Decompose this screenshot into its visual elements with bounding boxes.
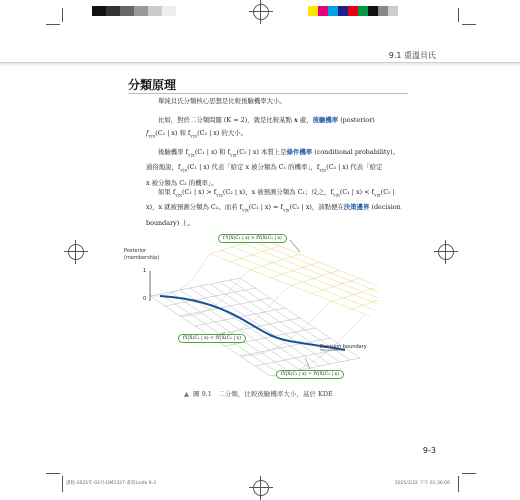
paragraph-3: 後驗機率 $f_{Y|X}(C_1$ | x) 和 $f_{Y|X}(C_2$ | x) 本質上是條件機率 (conditional probability)。 通俗地說，$f_{Y|X}(C_1$ | x) 代表「給定 x 被分類為 C₁ 的機率」，$f_{Y|X}(C_2$ | x) 代表「給定 x 被分類為 C₂ 的機率」。 xyxy=(146,148,399,187)
y-axis-label: Posterior (membership) xyxy=(124,248,160,261)
figure-caption: ▲ 圖 9.1 二分類，比較後驗機率大小，基於 KDE xyxy=(184,390,333,398)
section-title: 分類原理 xyxy=(128,78,177,92)
upper-surface-mesh xyxy=(210,238,378,316)
paragraph-2: 比如，對於二分類問題 (K = 2)，就是比較某點 x 處，後驗機率 (posterior) $f_{Y|X}(C_1$ | x) 和 $f_{Y|X}(C_2$ | x) 的大小。 xyxy=(146,116,375,139)
callout-c1-greater: f Y|X(C₁ | x) > fY|X(C₂ | x) xyxy=(218,234,287,243)
section-title-underline xyxy=(128,93,408,94)
callout-c1-less: fY|X(C₁ | x) < fY|X(C₂ | x) xyxy=(178,334,246,343)
callout-top-leader xyxy=(290,240,300,252)
y-tick-0: 0 xyxy=(143,296,147,302)
header-shade xyxy=(0,63,520,67)
caption-marker: ▲ xyxy=(184,390,189,398)
paragraph-1: 單純貝氏分類核心思想是比較後驗機率大小。 xyxy=(158,97,286,105)
page-number: 9-3 xyxy=(422,446,436,455)
callout-c1-equal: fY|X(C₁ | x) = fY|X(C₂ | x) xyxy=(276,370,344,379)
decision-boundary-label: Decision boundary xyxy=(320,344,367,350)
footer-right: 2025/3/22 下午 01:36:06 xyxy=(394,481,450,486)
callout-bottom-leader xyxy=(305,358,310,369)
running-header: 9.1 重溫貝氏 xyxy=(388,51,436,60)
y-tick-1: 1 xyxy=(143,268,147,274)
footer-left: 課程-2025年-03月-DM2327-書寫Lsolb 9-3 xyxy=(66,481,156,486)
paragraph-4: 如果 $f_{Y|X}(C_1$ | $x) > f_{Y|X}(C_2$ | x)，x 被預測分類為 C₁；反之，$f_{Y|X}(C_1$ | $x) < f_{Y|X}(C_2$ | x)，x 就被預測分類為 C₂。而若 $f_{Y|X}(C_1$ | $x) = f_{Y|X}(C_2$ | x)，該點便在決策邊界 (decision boundary) 上。 xyxy=(146,188,401,227)
